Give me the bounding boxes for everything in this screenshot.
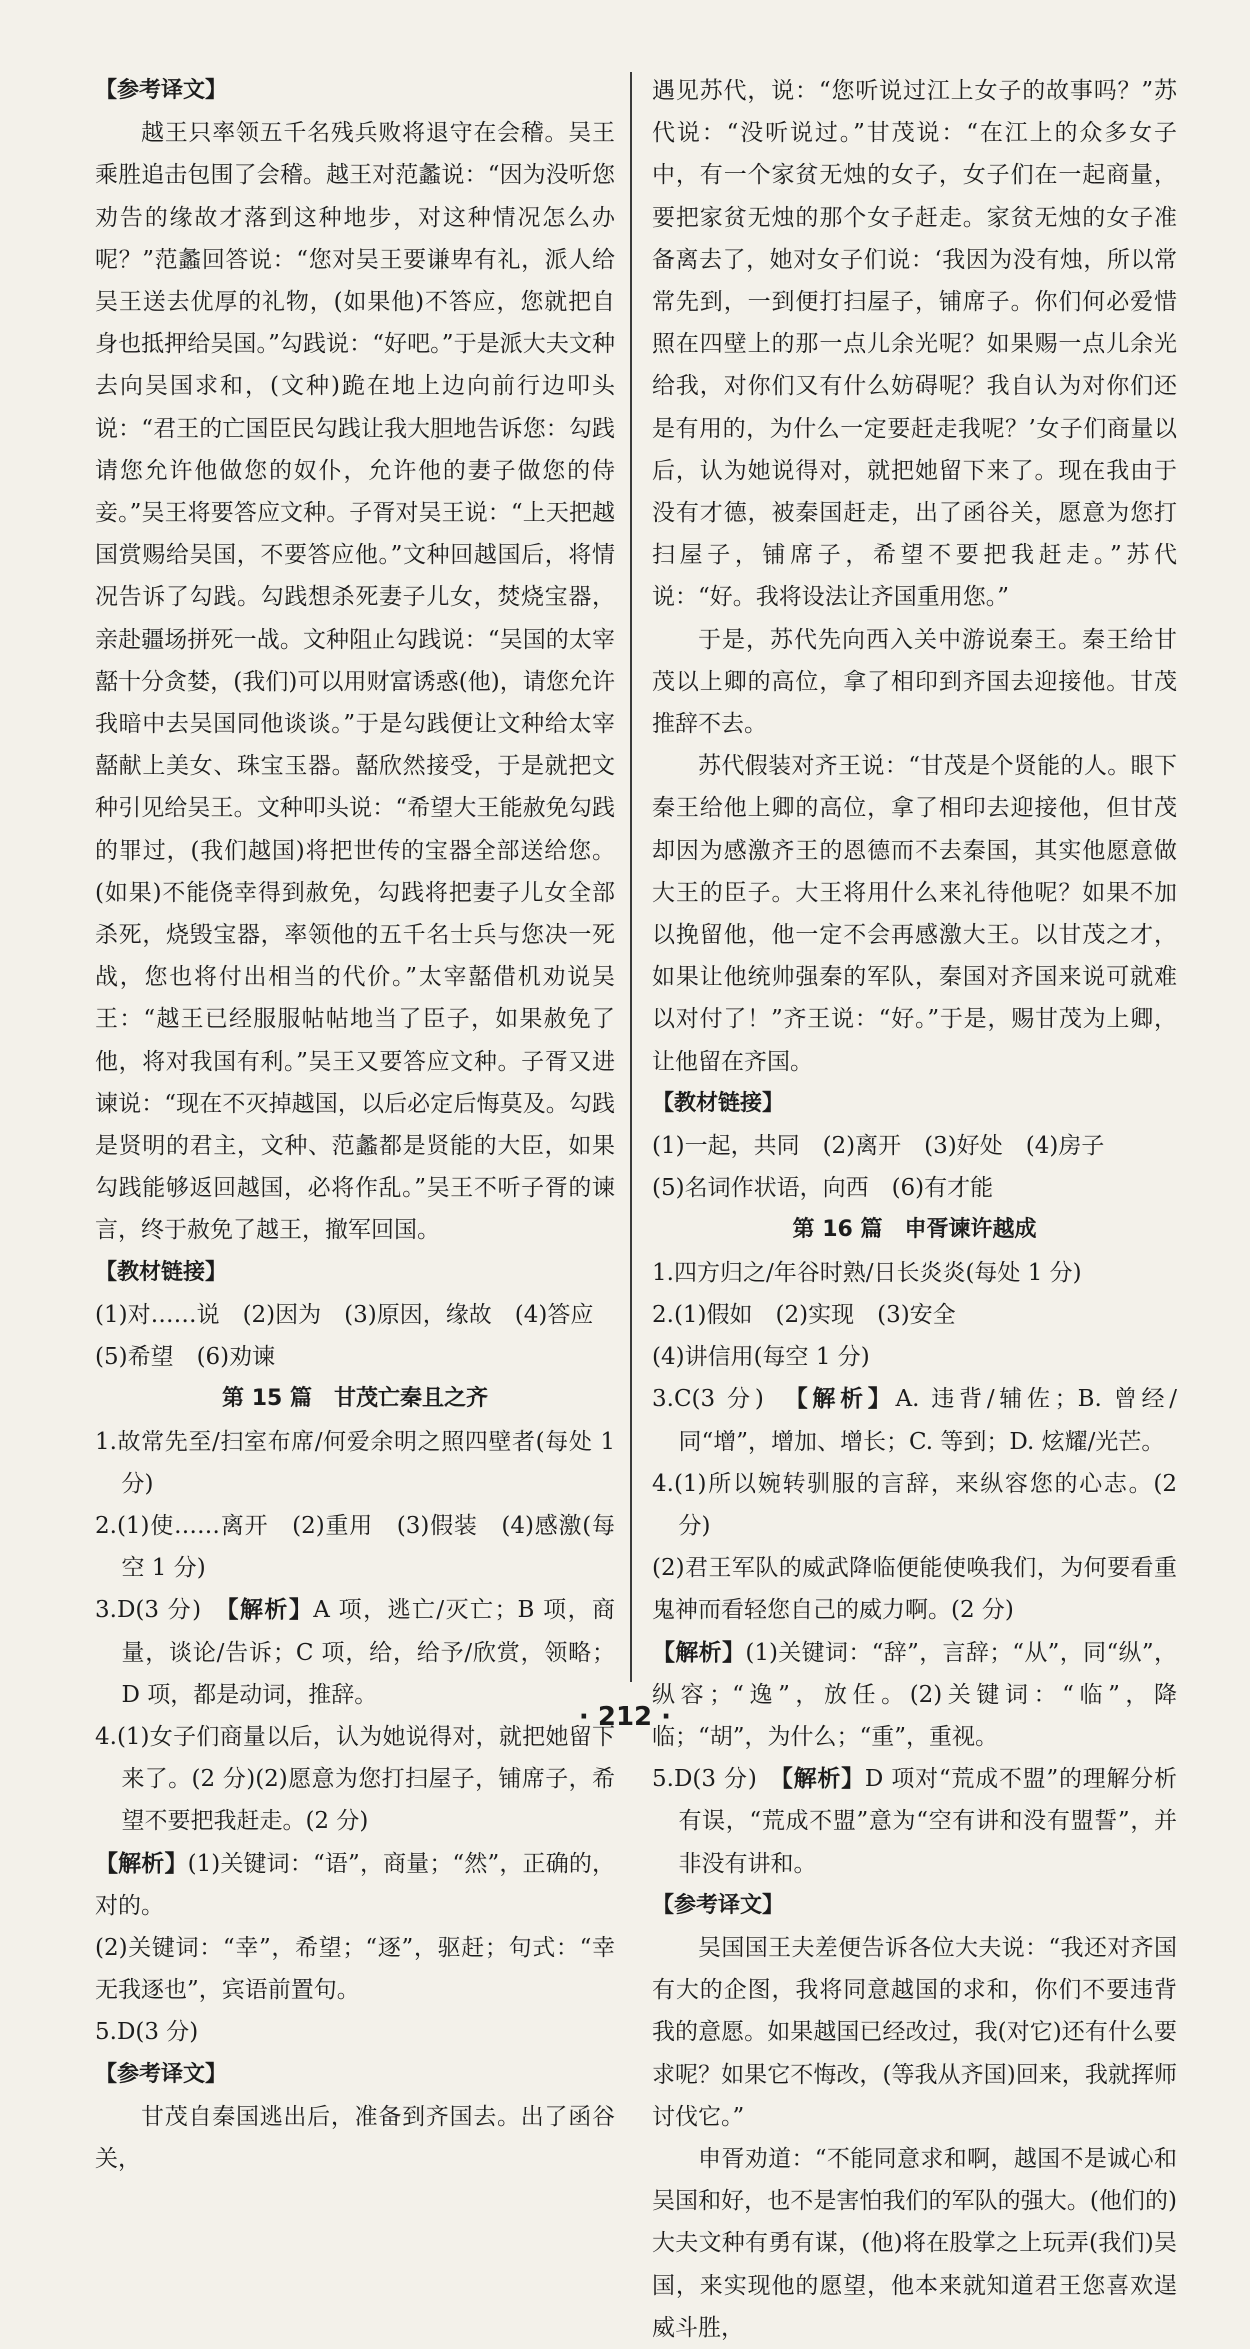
answer-text: 5.D(3 分) [652,1766,782,1793]
reference-translation-heading: 【参考译文】 [95,78,228,103]
column-divider [630,72,632,1682]
analysis-text: A. 违背/辅佐；B. 曾经/同“增”，增加、增长；C. 等到；D. 炫耀/光芒。 [678,1386,1177,1455]
textbook-link-line: (1)对……说 (2)因为 (3)原因，缘故 (4)答应 [95,1301,594,1328]
translation-paragraph: 苏代假装对齐王说：“甘茂是个贤能的人。眼下秦王给他上卿的高位，拿了相印去迎接他，但甘茂却因为感激齐王的恩德而不去秦国，其实他愿意做大王的臣子。大王将用什么来礼待他呢？如果不加以挽留他，他一定不会再感激大王。以甘茂之才，如果让他统帅强秦的军队，秦国对齐国来说可就难以对付了！”齐王说：“好。”于是，赐甘茂为上卿，让他留在齐国。 [652,753,1177,1075]
answer-text: 3.C(3 分) [652,1386,797,1413]
translation-paragraph: 遇见苏代，说：“您听说过江上女子的故事吗？”苏代说：“没听说过。”甘茂说：“在江上的众多女子中，有一个家贫无烛的女子，女子们在一起商量，要把家贫无烛的那个女子赶走。家贫无烛的女子准备离去了，她对女子们说：‘我因为没有烛，所以常常先到，一到便打扫屋子，铺席子。你们何必爱惜照在四壁上的那一点儿余光呢？如果赐一点儿余光给我，对你们又有什么妨碍呢？我自认为对你们还是有用的，为什么一定要赶走我呢？’女子们商量以后，认为她说得对，就把她留下来了。现在我由于没有才德，被秦国赶走，出了函谷关，愿意为您打扫屋子，铺席子，希望不要把我赶走。”苏代说：“好。我将设法让齐国重用您。” [652,78,1177,611]
page-number: · 212 · [578,1702,672,1732]
translation-paragraph: 吴国国王夫差便告诉各位大夫说：“我还对齐国有大的企图，我将同意越国的求和，你们不要违背我的意愿。如果越国已经改过，我(对它)还有什么要求呢？如果它不悔改，(等我从齐国)回来，我就挥师讨伐它。” [652,1934,1177,2130]
textbook-link-heading: 【教材链接】 [95,1259,228,1285]
textbook-link-line: (5)名词作状语，向西 (6)有才能 [652,1175,994,1202]
analysis-text: (1)关键词：“语”，商量；“然”，正确的，对的。 [95,1850,615,1919]
analysis-text: (2)关键词：“幸”，希望；“逐”，驱赶；句式：“幸无我逐也”，宾语前置句。 [95,1934,615,2004]
answer-item [652,1378,1177,1462]
right-column [652,70,1177,2349]
textbook-link-heading: 【教材链接】 [652,1090,785,1116]
analysis-tag: 【解析】 [781,1766,865,1793]
answer-text: 3.D(3 分) [95,1597,228,1624]
answer-item [652,1758,1177,1885]
answer-item [95,1589,615,1716]
answer-item: 4.(1)所以婉转驯服的言辞，来纵容您的心志。(2 分) [652,1470,1177,1539]
answer-item: (4)讲信用(每空 1 分) [652,1344,870,1371]
translation-paragraph: 于是，苏代先向西入关中游说秦王。秦王给甘茂以上卿的高位，拿了相印到齐国去迎接他。甘茂推辞不去。 [652,626,1177,738]
textbook-link-line: (5)希望 (6)劝谏 [95,1344,276,1371]
answer-item: 2.(1)假如 (2)实现 (3)安全 [652,1301,956,1328]
reference-translation-heading: 【参考译文】 [95,2061,228,2087]
left-column [95,70,615,2180]
answer-item: 1.四方归之/年谷时熟/日长炎炎(每处 1 分) [652,1259,1082,1286]
analysis-block [95,1843,615,1927]
section-title: 第 16 篇 申胥谏许越成 [792,1217,1037,1243]
answer-item: 1.故常先至/扫室布席/何爱余明之照四壁者(每处 1 分) [95,1428,615,1497]
answer-item: 5.D(3 分) [95,2019,199,2046]
analysis-tag: 【解析】 [227,1597,314,1624]
analysis-text: D 项对“荒成不盟”的理解分析有误，“荒成不盟”意为“空有讲和没有盟誓”，并非没有讲和。 [678,1766,1177,1877]
textbook-link-line: (1)一起，共同 (2)离开 (3)好处 (4)房子 [652,1133,1105,1160]
analysis-tag: 【解析】 [652,1639,746,1666]
answer-item: 2.(1)使……离开 (2)重用 (3)假装 (4)感激(每空 1 分) [95,1512,615,1582]
answer-item: 4.(1)女子们商量以后，认为她说得对，就把她留下来了。(2 分)(2)愿意为您打扫屋子，铺席子，希望不要把我赶走。(2 分) [95,1723,615,1835]
analysis-text: A 项，逃亡/灭亡；B 项，商量，谈论/告诉；C 项，给，给予/欣赏，领略；D 项，都是动词，推辞。 [121,1597,616,1708]
answer-item: (2)君王军队的威武降临便能使唤我们，为何要看重鬼神而看轻您自己的威力啊。(2 分) [652,1555,1177,1624]
analysis-tag: 【解析】 [796,1386,896,1413]
translation-paragraph: 申胥劝道：“不能同意求和啊，越国不是诚心和吴国和好，也不是害怕我们的军队的强大。(他们的)大夫文种有勇有谋，(他)将在股掌之上玩弄(我们)吴国，来实现他的愿望，他本来就知道君王您喜欢逞威斗胜， [652,2145,1177,2341]
translation-paragraph: 越王只率领五千名残兵败将退守在会稽。吴王乘胜追击包围了会稽。越王对范蠡说：“因为没听您劝告的缘故才落到这种地步，对这种情况怎么办呢？”范蠡回答说：“您对吴王要谦卑有礼，派人给吴王送去优厚的礼物，(如果他)不答应，您就把自身也抵押给吴国。”勾践说：“好吧。”于是派大夫文种去向吴国求和，(文种)跪在地上边向前行边叩头说：“君王的亡国臣民勾践让我大胆地告诉您：勾践请您允许他做您的奴仆，允许他的妻子做您的侍妾。”吴王将要答应文种。子胥对吴王说：“上天把越国赏赐给吴国，不要答应他。”文种回越国后，将情况告诉了勾践。勾践想杀死妻子儿女，焚烧宝器，亲赴疆场拼死一战。文种阻止勾践说：“吴国的太宰嚭十分贪婪，(我们)可以用财富诱惑(他)，请您允许我暗中去吴国同他谈谈。”于是勾践便让文种给太宰嚭献上美女、珠宝玉器。嚭欣然接受，于是就把文种引见给吴王。文种叩头说：“希望大王能赦免勾践的罪过，(我们越国)将把世传的宝器全部送给您。(如果)不能侥幸得到赦免，勾践将把妻子儿女全部杀死，烧毁宝器，率领他的五千名士兵与您决一死战，您也将付出相当的代价。”太宰嚭借机劝说吴王：“越王已经服服帖帖地当了臣子，如果赦免了他，将对我国有利。”吴王又要答应文种。子胥又进谏说：“现在不灭掉越国，以后必定后悔莫及。勾践是贤明的君主，文种、范蠡都是贤能的大臣，如果勾践能够返回越国，必将作乱。”吴王不听子胥的谏言，终于赦免了越王，撤军回国。 [95,120,615,1244]
section-title: 第 15 篇 甘茂亡秦且之齐 [222,1386,488,1412]
reference-translation-heading: 【参考译文】 [652,1892,785,1918]
translation-paragraph: 甘茂自秦国逃出后，准备到齐国去。出了函谷关， [95,2103,615,2172]
analysis-text: (1)关键词：“辞”，言辞；“从”，同“纵”，纵容；“逸”，放任。(2)关键词：“临”，降临；“胡”，为什么；“重”，重视。 [652,1639,1177,1750]
analysis-block [652,1632,1177,1759]
analysis-tag: 【解析】 [95,1850,188,1877]
